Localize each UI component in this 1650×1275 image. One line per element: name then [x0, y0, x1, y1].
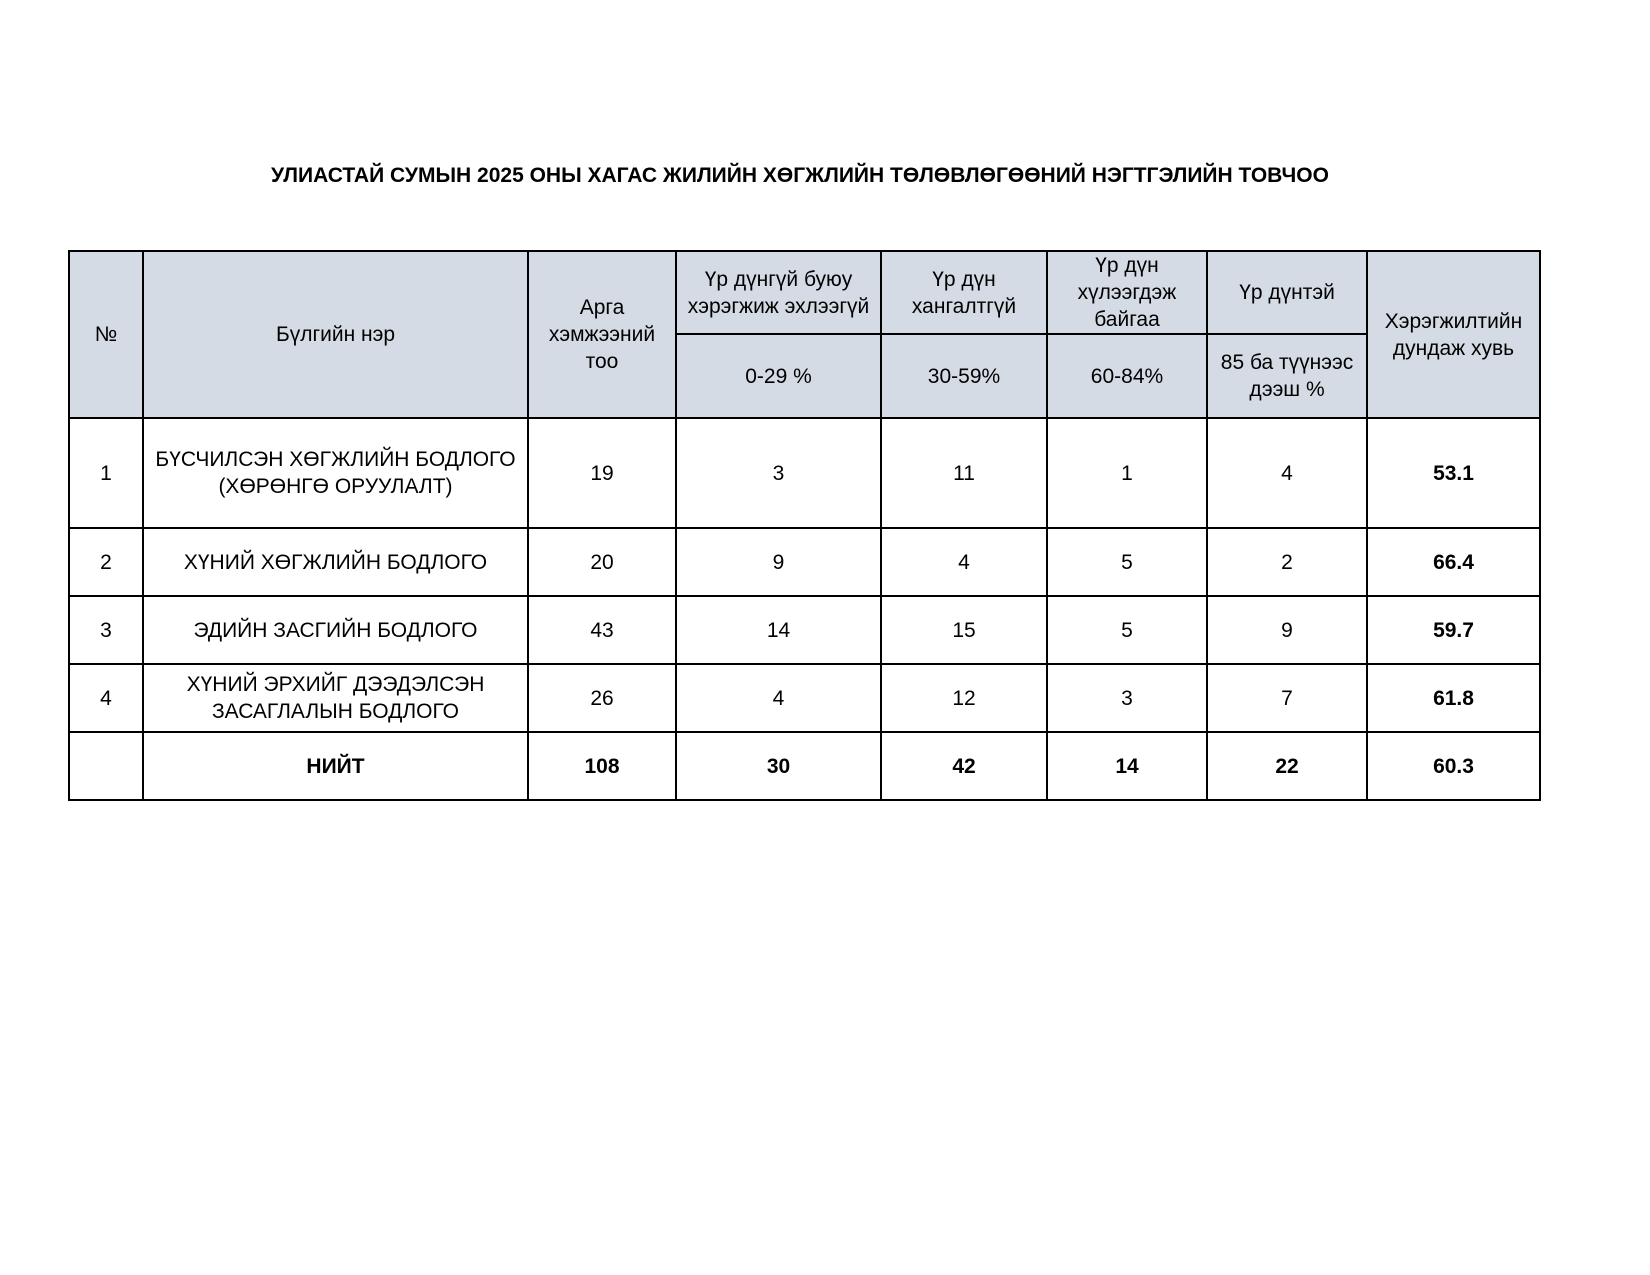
row-expected: 5: [1047, 596, 1207, 664]
row-measures: 43: [528, 596, 676, 664]
total-measures: 108: [528, 732, 676, 800]
header-no: №: [69, 251, 143, 418]
row-not-started: 3: [676, 418, 881, 528]
row-insufficient: 15: [881, 596, 1047, 664]
table-body: [69, 418, 1540, 800]
table-row: [69, 596, 1540, 664]
total-not-started: 30: [676, 732, 881, 800]
table-row: [69, 528, 1540, 596]
total-avg-percent: 60.3: [1367, 732, 1540, 800]
header-insufficient-range: 30-59%: [881, 334, 1047, 418]
group-name-line: ХҮНИЙ ЭРХИЙГ ДЭЭДЭЛСЭН: [186, 673, 485, 696]
row-effective: 7: [1207, 664, 1367, 732]
row-group-name: [143, 418, 528, 528]
group-name-line: (ХӨРӨНГӨ ОРУУЛАЛТ): [218, 475, 453, 498]
row-insufficient: 4: [881, 528, 1047, 596]
header-measures-count: Арга хэмжээний тоо: [528, 251, 676, 418]
group-name-line: БҮСЧИЛСЭН ХӨГЖЛИЙН БОДЛОГО: [155, 448, 516, 471]
row-measures: 26: [528, 664, 676, 732]
total-effective: 22: [1207, 732, 1367, 800]
total-label: НИЙТ: [143, 732, 528, 800]
row-effective: 2: [1207, 528, 1367, 596]
total-no: [69, 732, 143, 800]
row-expected: 3: [1047, 664, 1207, 732]
header-effective: Үр дүнтэй: [1207, 251, 1367, 334]
header-avg-percent: Хэрэгжилтийн дундаж хувь: [1367, 251, 1540, 418]
row-no: 1: [69, 418, 143, 528]
row-group-name: [143, 664, 528, 732]
row-group-name: [143, 528, 528, 596]
row-effective: 4: [1207, 418, 1367, 528]
header-expected-range: 60-84%: [1047, 334, 1207, 418]
row-avg-percent: 66.4: [1367, 528, 1540, 596]
row-no: 3: [69, 596, 143, 664]
total-row: [69, 732, 1540, 800]
header-effective-range: 85 ба түүнээс дээш %: [1207, 334, 1367, 418]
row-no: 2: [69, 528, 143, 596]
table-row: [69, 418, 1540, 528]
header-not-started-range: 0-29 %: [676, 334, 881, 418]
table-row: [69, 664, 1540, 732]
document-title: УЛИАСТАЙ СУМЫН 2025 ОНЫ ХАГАС ЖИЛИЙН ХӨГЖЛИЙН ТӨЛӨВЛӨГӨӨНИЙ НЭГТГЭЛИЙН ТОВЧОО: [271, 164, 1329, 187]
row-effective: 9: [1207, 596, 1367, 664]
row-avg-percent: 61.8: [1367, 664, 1540, 732]
row-no: 4: [69, 664, 143, 732]
row-avg-percent: 53.1: [1367, 418, 1540, 528]
group-name-line: ХҮНИЙ ХӨГЖЛИЙН БОДЛОГО: [183, 550, 488, 574]
group-name-line: ЗАСАГЛАЛЫН БОДЛОГО: [211, 700, 460, 723]
header-insufficient: Үр дүн хангалтгүй: [881, 251, 1047, 334]
row-insufficient: 11: [881, 418, 1047, 528]
row-avg-percent: 59.7: [1367, 596, 1540, 664]
row-not-started: 9: [676, 528, 881, 596]
total-expected: 14: [1047, 732, 1207, 800]
table-header: [69, 251, 1540, 418]
header-not-started: Үр дүнгүй буюу хэрэгжиж эхлээгүй: [676, 251, 881, 334]
row-not-started: 4: [676, 664, 881, 732]
summary-table: [68, 250, 1541, 801]
row-expected: 5: [1047, 528, 1207, 596]
group-name-line: ЭДИЙН ЗАСГИЙН БОДЛОГО: [193, 618, 478, 642]
header-expected: Үр дүн хүлээгдэж байгаа: [1047, 251, 1207, 334]
row-expected: 1: [1047, 418, 1207, 528]
row-measures: 20: [528, 528, 676, 596]
row-group-name: [143, 596, 528, 664]
row-insufficient: 12: [881, 664, 1047, 732]
header-group-name: Бүлгийн нэр: [143, 251, 528, 418]
total-insufficient: 42: [881, 732, 1047, 800]
row-not-started: 14: [676, 596, 881, 664]
row-measures: 19: [528, 418, 676, 528]
